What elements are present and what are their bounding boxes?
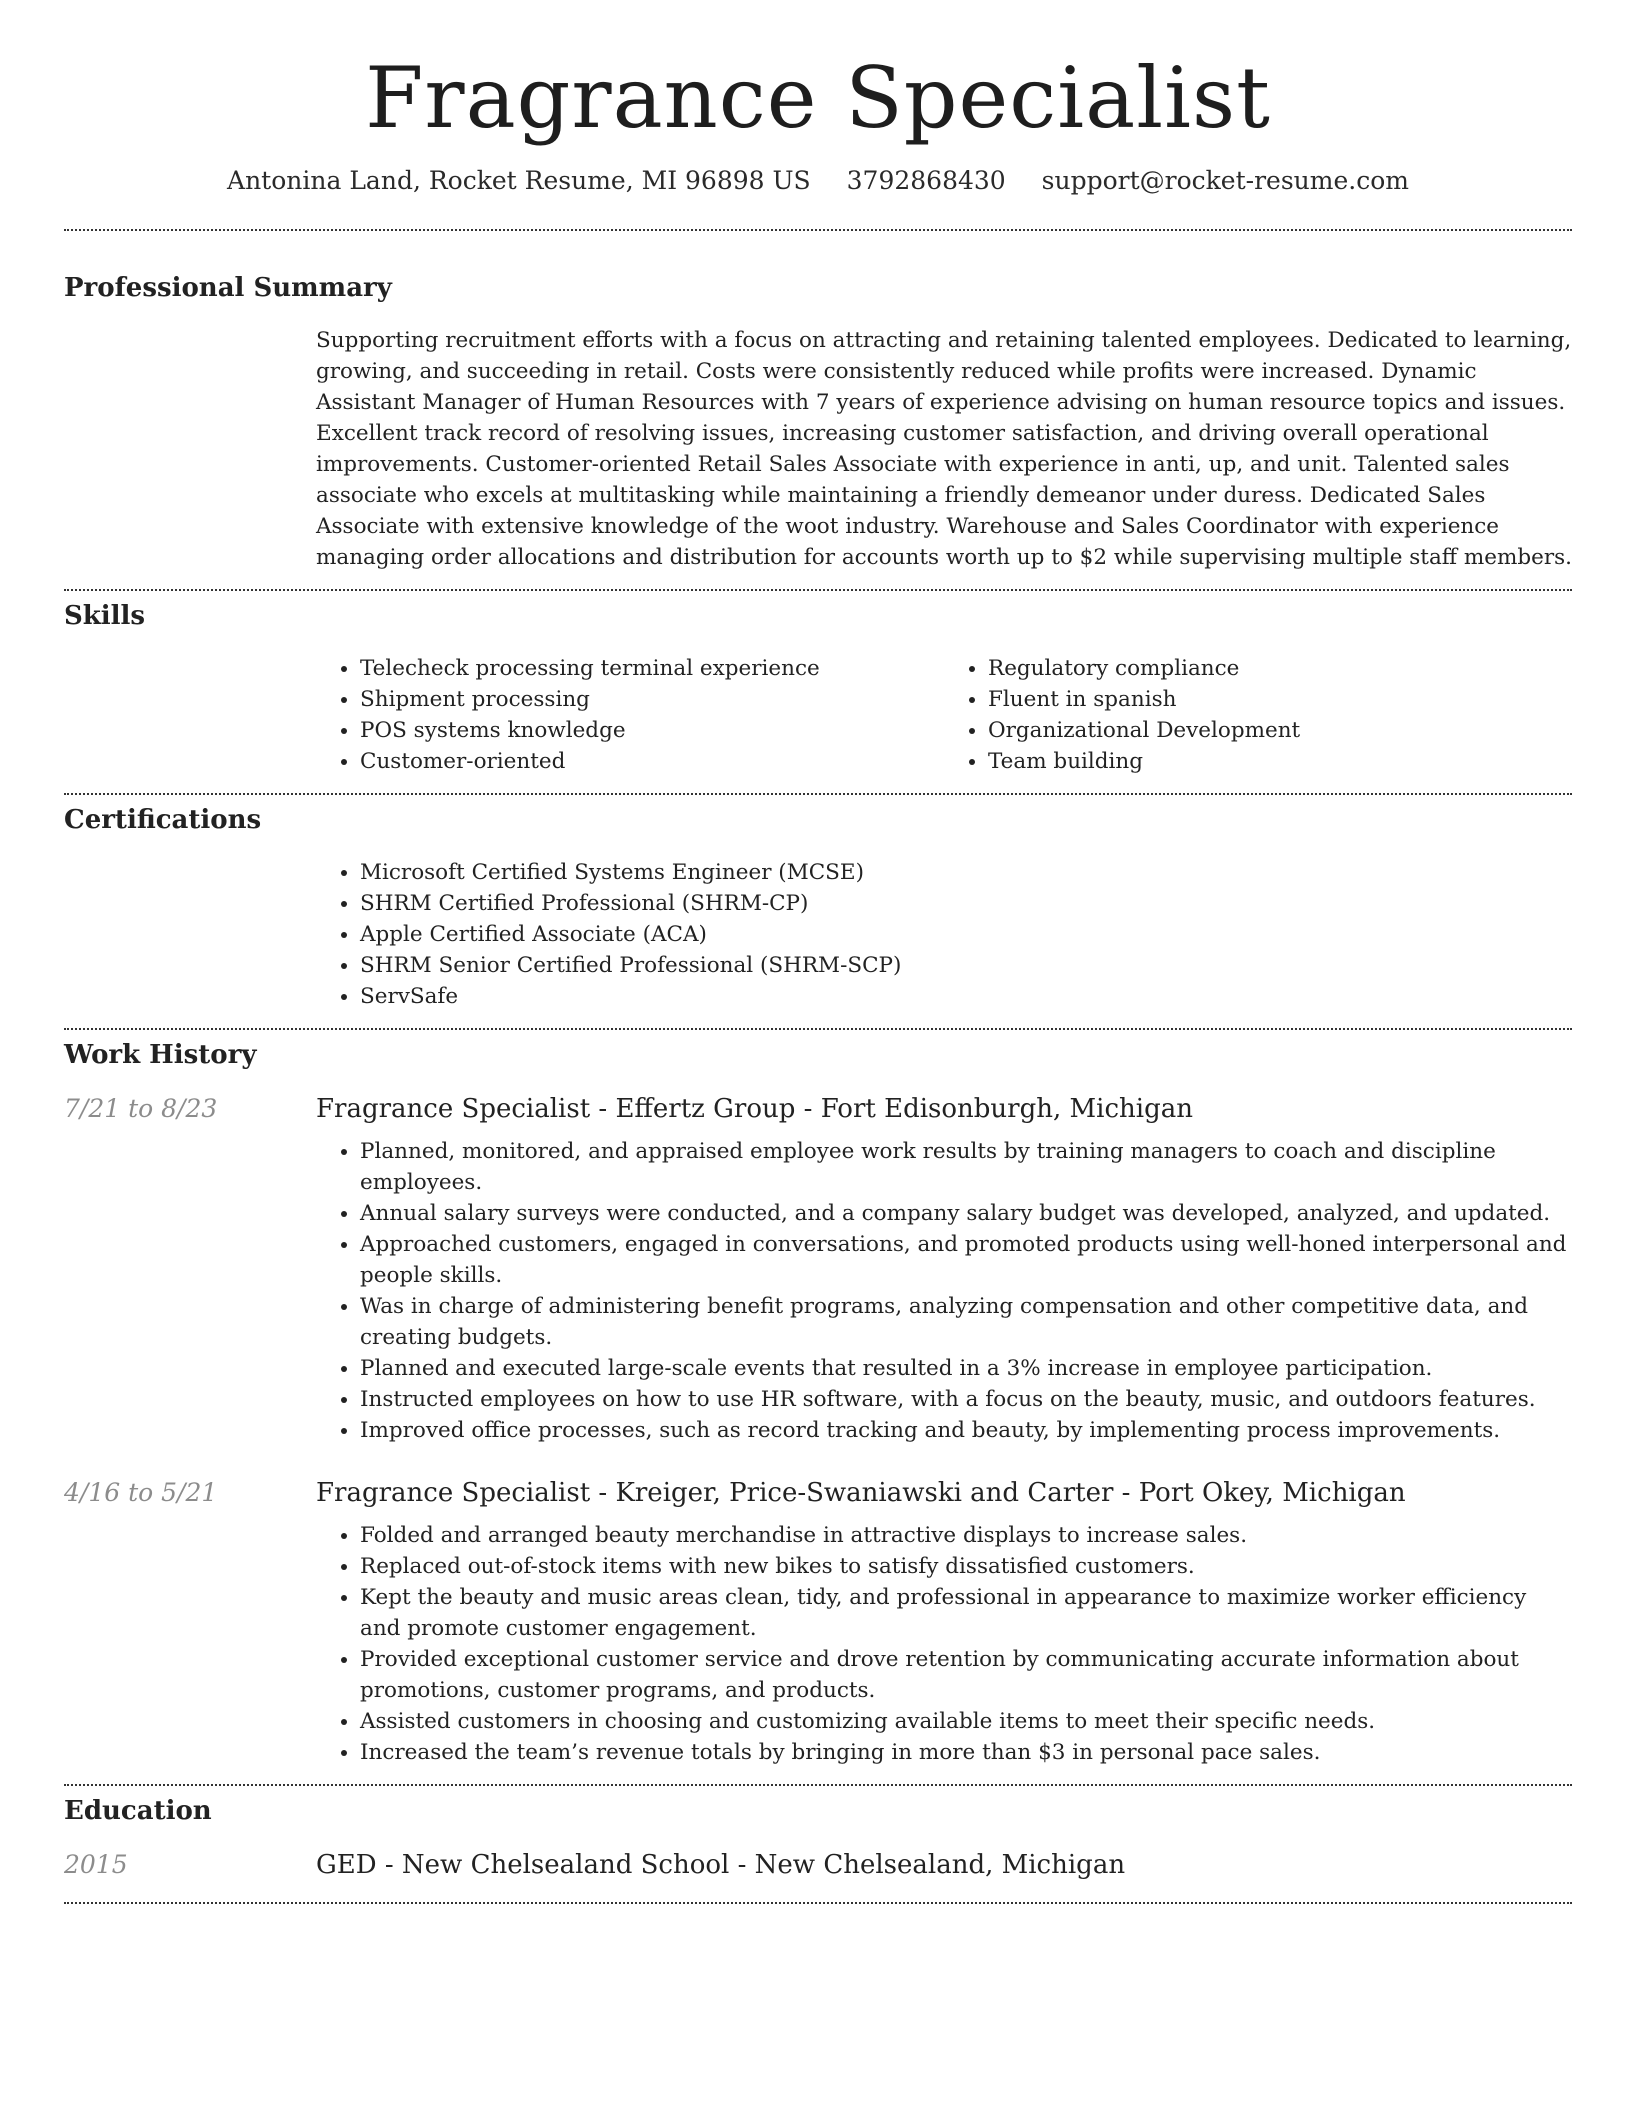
skill-item: • Team building (988, 746, 1572, 777)
section-heading-work-history: Work History (64, 1040, 257, 1071)
skill-item: • Regulatory compliance (988, 653, 1572, 684)
job-bullet: • Planned, monitored, and appraised employee work results by training managers to coach and discipline employees. (360, 1136, 1572, 1198)
section-heading-education: Education (64, 1796, 212, 1827)
education-year: 2015 (64, 1850, 128, 1880)
divider (64, 589, 1572, 591)
job-entry (64, 1478, 1572, 1768)
summary-content (316, 325, 1572, 573)
job-entry (64, 1094, 1572, 1446)
job-title: Fragrance Specialist - Effertz Group - Fort Edisonburgh, Michigan (316, 1094, 1193, 1125)
job-bullet: • Replaced out-of-stock items with new bikes to satisfy dissatisfied customers. (360, 1551, 1572, 1582)
divider (64, 793, 1572, 795)
job-bullet: • Provided exceptional customer service and drove retention by communicating accurate information about promotions, customer programs, and products. (360, 1644, 1572, 1706)
job-bullet: • Kept the beauty and music areas clean, tidy, and professional in appearance to maximize worker efficiency and promote customer engagement. (360, 1582, 1572, 1644)
job-bullet: • Improved office processes, such as record tracking and beauty, by implementing process improvements. (360, 1415, 1572, 1446)
contact-email: support@rocket-resume.com (1041, 166, 1409, 196)
skill-item: • Customer-oriented (360, 746, 944, 777)
certification-item: • SHRM Certified Professional (SHRM-CP) (360, 888, 1572, 919)
certification-item: • ServSafe (360, 981, 1572, 1012)
certification-item: • Microsoft Certified Systems Engineer (MCSE) (360, 857, 1572, 888)
job-bullet: • Assisted customers in choosing and customizing available items to meet their specific needs. (360, 1706, 1572, 1737)
education-entry (64, 1850, 1572, 1880)
skill-item: • Organizational Development (988, 715, 1572, 746)
contact-phone: 3792868430 (846, 166, 1006, 196)
divider (64, 229, 1572, 231)
certifications-list (316, 857, 1572, 1012)
job-bullet: • Planned and executed large-scale events that resulted in a 3% increase in employee participation. (360, 1353, 1572, 1384)
certification-item: • SHRM Senior Certified Professional (SHRM-SCP) (360, 950, 1572, 981)
certification-item: • Apple Certified Associate (ACA) (360, 919, 1572, 950)
job-bullet: • Instructed employees on how to use HR software, with a focus on the beauty, music, and outdoors features. (360, 1384, 1572, 1415)
job-bullet: • Annual salary surveys were conducted, and a company salary budget was developed, analyzed, and updated. (360, 1198, 1572, 1229)
divider (64, 1902, 1572, 1904)
section-heading-certifications: Certifications (64, 805, 262, 836)
job-dates: 7/21 to 8/23 (64, 1094, 218, 1124)
job-bullet: • Folded and arranged beauty merchandise in attractive displays to increase sales. (360, 1520, 1572, 1551)
job-bullets (316, 1136, 1572, 1446)
summary-text: Supporting recruitment efforts with a focus on attracting and retaining talented employees. Dedicated to learning, growing, and succeeding in retail. Costs were consistently reduced while profits were increased. Dynamic Assistant Manager of Human Resources with 7 years of experience advising on human resource topics and issues. Excellent track record of resolving issues, increasing customer satisfaction, and driving overall operational improvements. Customer-oriented Retail Sales Associate with experience in anti, up, and unit. Talented sales associate who excels at multitasking while maintaining a friendly demeanor under duress. Dedicated Sales Associate with extensive knowledge of the woot industry. Warehouse and Sales Coordinator with experience managing order allocations and distribution for accounts worth up to $2 while supervising multiple staff members. (316, 328, 1572, 571)
skill-item: • Fluent in spanish (988, 684, 1572, 715)
skills-column-right (944, 653, 1572, 777)
skills-column-left (316, 653, 944, 777)
skill-item: • Telecheck processing terminal experience (360, 653, 944, 684)
contact-address: Antonina Land, Rocket Resume, MI 96898 US (227, 166, 811, 196)
job-bullet: • Approached customers, engaged in conversations, and promoted products using well-honed interpersonal and people skills. (360, 1229, 1572, 1291)
divider (64, 1784, 1572, 1786)
section-heading-skills: Skills (64, 601, 146, 632)
skills-list (316, 653, 1572, 777)
job-bullet: • Increased the team’s revenue totals by bringing in more than $3 in personal pace sales. (360, 1737, 1572, 1768)
skill-item: • Shipment processing (360, 684, 944, 715)
job-bullets (316, 1520, 1572, 1768)
job-dates: 4/16 to 5/21 (64, 1478, 218, 1508)
contact-line (64, 166, 1572, 195)
education-title: GED - New Chelsealand School - New Chelsealand, Michigan (316, 1850, 1126, 1881)
job-title: Fragrance Specialist - Kreiger, Price-Swaniawski and Carter - Port Okey, Michigan (316, 1478, 1406, 1509)
divider (64, 1028, 1572, 1030)
resume-title: Fragrance Specialist (365, 49, 1271, 147)
job-bullet: • Was in charge of administering benefit programs, analyzing compensation and other competitive data, and creating budgets. (360, 1291, 1572, 1353)
skill-item: • POS systems knowledge (360, 715, 944, 746)
resume-page (64, 0, 1572, 1904)
section-heading-summary: Professional Summary (64, 273, 392, 304)
